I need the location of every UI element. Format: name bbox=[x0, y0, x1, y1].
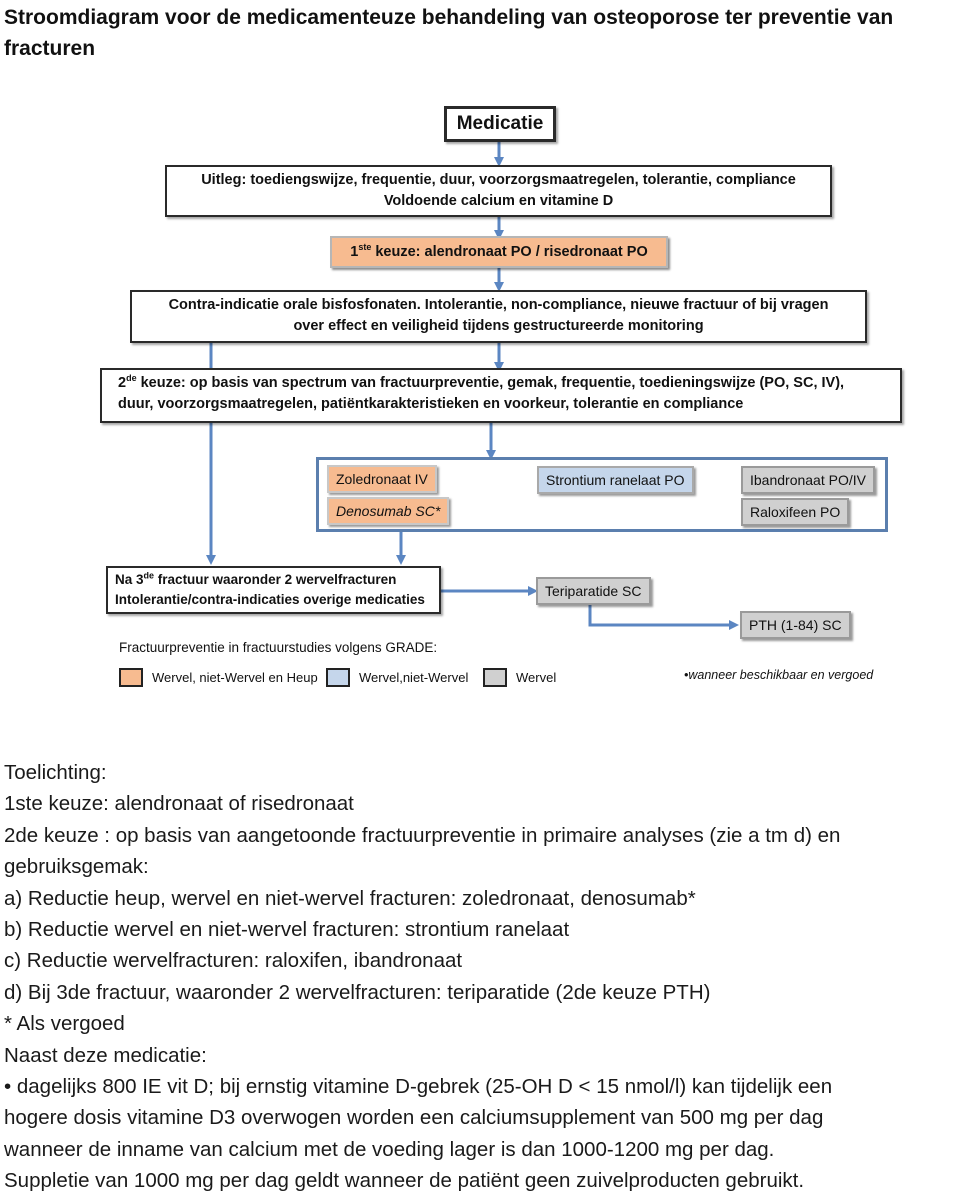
choice2-line-2: duur, voorzorgsmaatregelen, patiëntkarakteristieken en voorkeur, tolerantie en compliance bbox=[118, 396, 744, 412]
legend-title: Fractuurpreventie in fractuurstudies volgens GRADE: bbox=[119, 640, 438, 655]
footnote-availability: •wanneer beschikbaar en vergoed bbox=[684, 668, 874, 682]
choice2-line-1 bbox=[118, 373, 900, 394]
choice1-label: keuze: alendronaat PO / risedronaat PO bbox=[371, 244, 648, 260]
choice1-sup: ste bbox=[358, 242, 372, 253]
explanation-line: 2de keuze : op basis van aangetoonde fractuurpreventie in primaire analyses (zie a tm d) en bbox=[4, 823, 841, 847]
drug-raloxifeen-label: Raloxifeen PO bbox=[750, 504, 841, 520]
explanation-line: a) Reductie heup, wervel en niet-wervel fracturen: zoledronaat, denosumab* bbox=[4, 886, 696, 910]
drug-denosumab-label: Denosumab SC* bbox=[336, 503, 441, 519]
choice2-box bbox=[100, 368, 902, 423]
legend-swatch-orange bbox=[119, 668, 143, 687]
explanation-line: b) Reductie wervel en niet-wervel fracturen: strontium ranelaat bbox=[4, 918, 570, 942]
contra-line-2: over effect en veiligheid tijdens gestructureerde monitoring bbox=[293, 318, 704, 334]
legend-swatch-blue bbox=[326, 668, 350, 687]
legend-label-orange: Wervel, niet-Wervel en Heup bbox=[152, 670, 318, 685]
drug-teriparatide-label: Teriparatide SC bbox=[545, 583, 642, 599]
contra-indication-box bbox=[130, 290, 867, 343]
explanation-text bbox=[4, 757, 956, 1197]
legend-item-orange bbox=[119, 668, 318, 687]
legend-item-blue bbox=[326, 668, 468, 687]
page-title-line-1: Stroomdiagram voor de medicamenteuze behandeling van osteoporose ter preventie van bbox=[4, 6, 894, 29]
explanation-line: Suppletie van 1000 mg per dag geldt wanneer de patiënt geen zuivelproducten gebruikt. bbox=[4, 1169, 805, 1193]
choice1-number: 1 bbox=[350, 244, 359, 260]
legend-item-gray bbox=[483, 668, 556, 687]
explanation-line: gebruiksgemak: bbox=[4, 855, 149, 879]
drug-ibandronaat bbox=[741, 466, 875, 494]
arrow-teriparatide-pth bbox=[590, 604, 734, 625]
drug-denosumab bbox=[327, 497, 449, 525]
explanation-line: hogere dosis vitamine D3 overwogen worden een calciumsupplement van 500 mg per dag bbox=[4, 1106, 824, 1130]
page-title-line-2: fracturen bbox=[4, 37, 96, 60]
third-sup: de bbox=[143, 570, 155, 581]
medicatie-label: Medicatie bbox=[456, 113, 544, 134]
explanation-line: wanneer de inname van calcium met de voeding lager is dan 1000-1200 mg per dag. bbox=[4, 1137, 775, 1161]
legend-swatch-gray bbox=[483, 668, 507, 687]
choice1-box bbox=[330, 236, 668, 268]
uitleg-box bbox=[165, 165, 832, 217]
drug-zoledronaat bbox=[327, 465, 437, 493]
uitleg-line-1: Uitleg: toediengswijze, frequentie, duur, voorzorgsmaatregelen, tolerantie, compliance bbox=[201, 172, 796, 188]
explanation-line: c) Reductie wervelfracturen: raloxifen, ibandronaat bbox=[4, 949, 463, 973]
drug-raloxifeen bbox=[741, 498, 849, 526]
drug-ibandronaat-label: Ibandronaat PO/IV bbox=[750, 472, 866, 488]
third-prefix: Na 3 bbox=[115, 572, 144, 587]
contra-line-1: Contra-indicatie orale bisfosfonaten. Intolerantie, non-compliance, nieuwe fractuur of bij vragen bbox=[168, 297, 829, 313]
explanation-line: • dagelijks 800 IE vit D; bij ernstig vitamine D-gebrek (25-OH D < 15 nmol/l) kan tijdelijk een bbox=[4, 1075, 833, 1099]
explanation-line: 1ste keuze: alendronaat of risedronaat bbox=[4, 792, 354, 816]
drug-strontium-ranelaat bbox=[537, 466, 694, 494]
third-fracture-box bbox=[106, 566, 441, 614]
explanation-line: d) Bij 3de fractuur, waaronder 2 wervelfracturen: teriparatide (2de keuze PTH) bbox=[4, 980, 711, 1004]
choice2-line-1-text: keuze: op basis van spectrum van fractuurpreventie, gemak, frequentie, toedieningswijze (PO, SC, IV), bbox=[136, 375, 845, 391]
page-title bbox=[4, 2, 954, 64]
third-line-1-text: fractuur waaronder 2 wervelfracturen bbox=[154, 572, 397, 587]
third-line-1 bbox=[115, 570, 439, 590]
explanation-line: Naast deze medicatie: bbox=[4, 1043, 207, 1067]
flowchart bbox=[0, 95, 960, 705]
explanation-line: * Als vergoed bbox=[4, 1012, 125, 1036]
uitleg-line-2: Voldoende calcium en vitamine D bbox=[383, 193, 614, 209]
choice2-number: 2 bbox=[118, 375, 127, 391]
drug-pth bbox=[740, 611, 851, 639]
drug-strontium-label: Strontium ranelaat PO bbox=[546, 472, 685, 488]
drug-teriparatide bbox=[536, 577, 651, 605]
legend-label-gray: Wervel bbox=[516, 670, 557, 685]
choice2-sup: de bbox=[126, 373, 137, 384]
third-line-2: Intolerantie/contra-indicaties overige medicaties bbox=[115, 592, 425, 607]
legend-label-blue: Wervel,niet-Wervel bbox=[359, 670, 469, 685]
medicatie-box bbox=[444, 106, 556, 142]
drug-zoledronaat-label: Zoledronaat IV bbox=[336, 471, 428, 487]
drug-pth-label: PTH (1-84) SC bbox=[749, 617, 842, 633]
explanation-line: Toelichting: bbox=[4, 761, 107, 784]
